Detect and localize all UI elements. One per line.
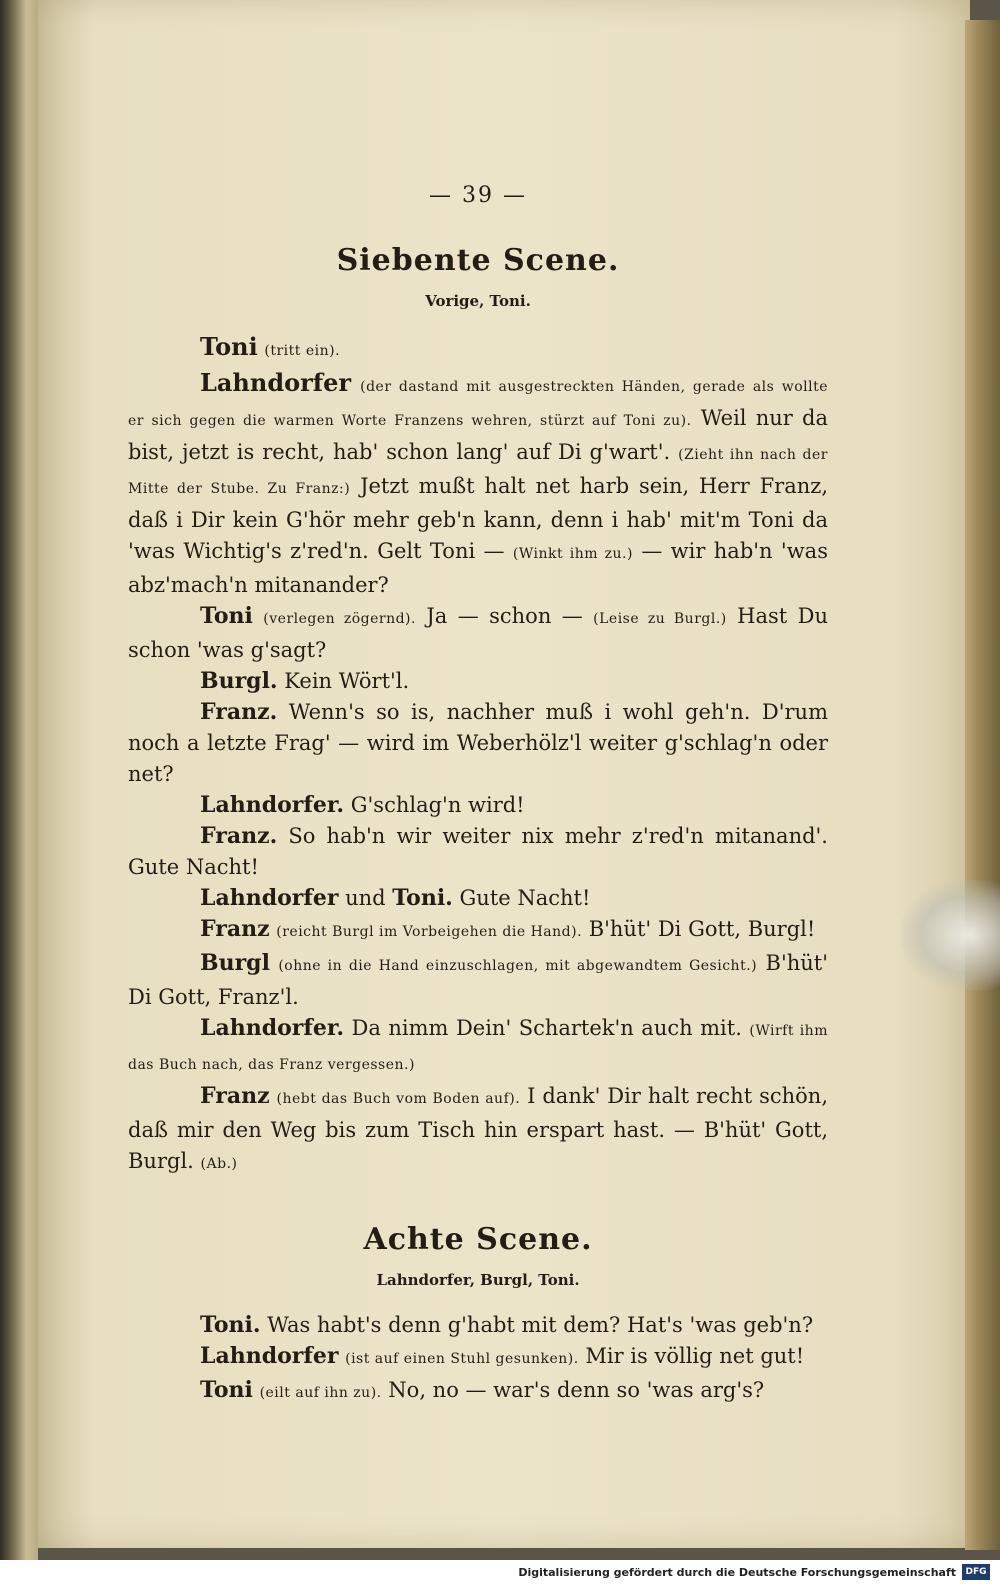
dialogue: Hast Du schon 'was g'sagt?: [128, 604, 828, 662]
speech-line: [128, 697, 828, 790]
speaker: Lahndorfer: [200, 885, 339, 911]
dialogue: Gute Nacht!: [459, 886, 591, 910]
speaker: Toni: [200, 332, 258, 361]
speech-line: [128, 1013, 828, 1081]
stage-direction: (der dastand mit ausgestreckten Händen, gerade als wollte er sich gegen die warmen Worte Franzens wehren, stürzt auf Toni zu).: [128, 379, 828, 429]
speech-line: [128, 883, 828, 914]
dialogue: So hab'n wir weiter nix mehr z'red'n mitanand'. Gute Nacht!: [128, 824, 828, 879]
dialogue: Kein Wört'l.: [284, 669, 410, 693]
dialogue: B'hüt' Di Gott, Burgl!: [588, 917, 816, 941]
stage-direction: (Wirft ihm das Buch nach, das Franz vergessen.): [128, 1023, 828, 1073]
speech-line: [128, 821, 828, 883]
dialogue: G'schlag'n wird!: [350, 793, 525, 817]
scanner-clip: [900, 880, 1000, 990]
dialogue: Weil nur da bist, jetzt is recht, hab' schon lang' auf Di g'wart'.: [128, 406, 828, 464]
stage-direction: (Winkt ihm zu.): [512, 546, 633, 562]
dialogue: Mir is völlig net gut!: [585, 1344, 805, 1368]
stage-direction: (Ab.): [200, 1156, 238, 1172]
stage-direction: (Leise zu Burgl.): [593, 611, 727, 627]
cast-list-1: Vorige, Toni.: [425, 292, 531, 310]
speaker: Franz.: [200, 823, 278, 849]
dialogue: — wir hab'n 'was abz'mach'n mitanander?: [128, 539, 828, 597]
speaker: Burgl.: [200, 668, 278, 694]
speech-line: [128, 1375, 828, 1409]
speech-line: [128, 1341, 828, 1375]
dialogue: No, no — war's denn so 'was arg's?: [388, 1378, 765, 1402]
speaker: Toni.: [200, 1312, 261, 1338]
speaker: Burgl: [200, 950, 270, 976]
stage-direction: (ohne in die Hand einzuschlagen, mit abgewandtem Gesicht.): [278, 958, 758, 974]
dialogue: Ja — schon —: [426, 604, 583, 628]
speech-line: [128, 1081, 828, 1180]
scene-title-2: Achte Scene.: [363, 1222, 593, 1257]
footer-credit: Digitalisierung gefördert durch die Deutsche Forschungsgemeinschaft: [518, 1566, 956, 1579]
speaker: Toni.: [392, 885, 453, 911]
stage-direction: (ist auf einen Stuhl gesunken).: [345, 1351, 579, 1367]
speech-line: [128, 790, 828, 821]
speaker: Lahndorfer: [200, 1343, 339, 1369]
stage-direction: (tritt ein).: [264, 343, 341, 359]
stage-direction: (verlegen zögernd).: [263, 611, 416, 627]
speaker: Lahndorfer.: [200, 1015, 345, 1041]
stage-direction: (Zieht ihn nach der Mitte der Stube. Zu Franz:): [128, 447, 828, 497]
cast-list-2: Lahndorfer, Burgl, Toni.: [376, 1271, 580, 1289]
page-number: — 39 —: [429, 183, 527, 208]
speaker: Lahndorfer: [200, 368, 351, 397]
page-content: [128, 180, 828, 1409]
dialogue: B'hüt' Di Gott, Franz'l.: [128, 951, 828, 1009]
footer-bar: [0, 1560, 1000, 1585]
speech-line: [128, 666, 828, 697]
speech-line: [128, 601, 828, 666]
dialogue: Wenn's so is, nachher muß i wohl geh'n. D'rum noch a letzte Frag' — wird im Weberhölz'l weiter g'schlag'n oder net?: [128, 700, 828, 786]
speaker: Franz.: [200, 699, 278, 725]
dialogue: Da nimm Dein' Schartek'n auch mit.: [351, 1016, 742, 1040]
scene-title-1: Siebente Scene.: [336, 243, 620, 278]
speech-line: [128, 914, 828, 948]
speech-line: [128, 1310, 828, 1341]
section-gap: [128, 1180, 828, 1224]
dialogue: Was habt's denn g'habt mit dem? Hat's 'was geb'n?: [267, 1313, 814, 1337]
page-edge: [965, 20, 1000, 1550]
stage-direction: (hebt das Buch vom Boden auf).: [276, 1091, 521, 1107]
speaker: Lahndorfer.: [200, 792, 345, 818]
speaker: Toni: [200, 1377, 253, 1403]
speaker: Franz: [200, 1083, 270, 1109]
dialogue: Jetzt mußt halt net harb sein, Herr Franz, daß i Dir kein G'hör mehr geb'n kann, denn i hab' mit'm Toni da 'was Wichtig's z'red'n. Gelt Toni —: [128, 474, 829, 563]
stage-direction: (reicht Burgl im Vorbeigehen die Hand).: [276, 924, 583, 940]
stage-direction: (eilt auf ihn zu).: [259, 1385, 382, 1401]
speech-line: [128, 331, 828, 367]
speech-line: [128, 948, 828, 1013]
speech-line: [128, 367, 828, 601]
dfg-logo-icon: DFG: [962, 1564, 990, 1580]
connector: und: [345, 886, 386, 910]
book-gutter: [0, 0, 38, 1560]
dialogue: I dank' Dir halt recht schön, daß mir den Weg bis zum Tisch hin erspart hast. — B'hüt' Gott, Burgl.: [128, 1084, 828, 1173]
speaker: Toni: [200, 603, 253, 629]
speaker: Franz: [200, 916, 270, 942]
